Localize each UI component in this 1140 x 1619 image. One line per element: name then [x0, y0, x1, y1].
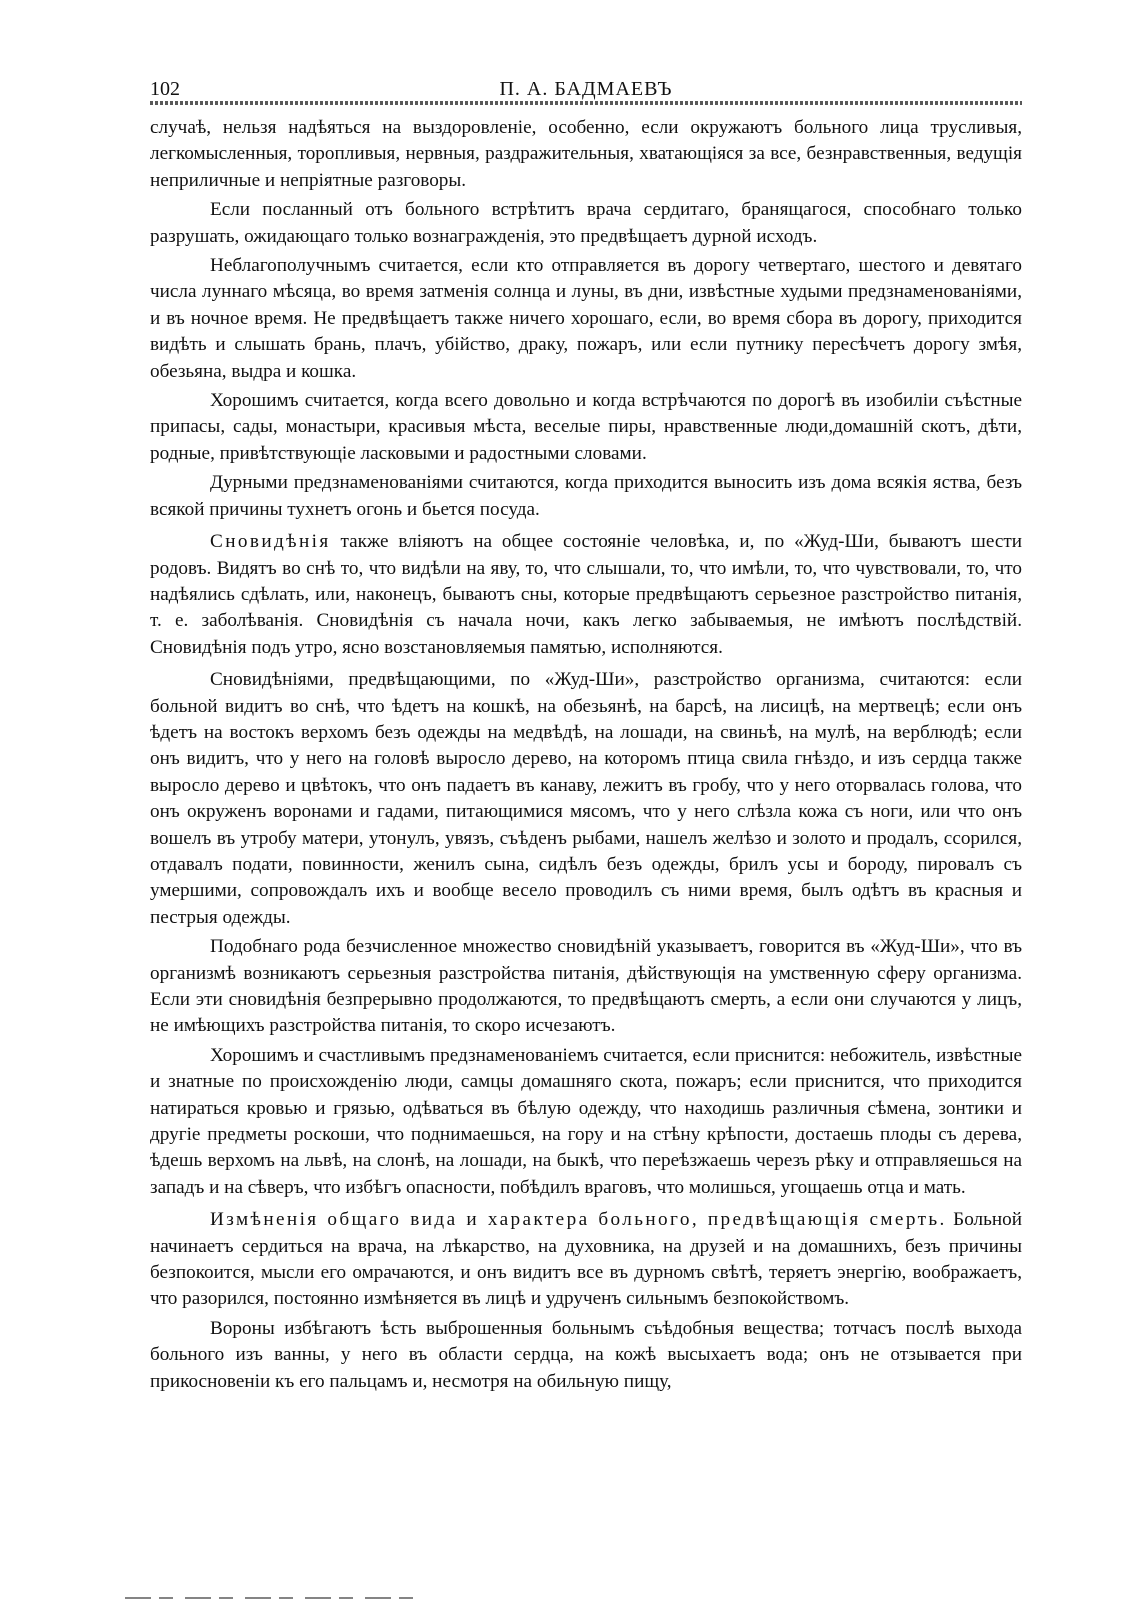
bottom-scan-mark [125, 1597, 425, 1599]
running-title: П. А. БАДМАЕВЪ [499, 77, 673, 100]
paragraph-changes-text: Больной начинаетъ сердиться на врача, на лѣкарство, на духовника, на друзей и на домашнихъ, безъ причины безпокоится, мысли его омрачаются, и онъ видитъ все въ дурномъ свѣтѣ, теряетъ энергію, воображаетъ, что разорился, постоянно измѣняется въ лицѣ и удрученъ сильнымъ безпокойствомъ. [150, 1209, 1022, 1310]
paragraph: Дурными предзнаменованіями считаются, когда приходится выносить изъ дома всякія яства, безъ всякой причины тухнетъ огонь и бьется посуда. [150, 472, 1022, 520]
paragraph: Сновидѣніями, предвѣщающими, по «Жуд-Ши», разстройство организма, считаются: если больной видитъ во снѣ, что ѣдетъ на кошкѣ, на обезьянѣ, на барсѣ, на лисицѣ, на мертвецѣ; если онъ ѣдетъ на востокъ верхомъ безъ одежды на медвѣдѣ, на лошади, на свиньѣ, на мулѣ, на верблюдѣ; если онъ видитъ, что у него на головѣ выросло дерево, на которомъ птица свила гнѣздо, и изъ сердца также выросло дерево и цвѣтокъ, что онъ падаетъ въ канаву, лежитъ въ гробу, что у него оторвалась голова, что онъ окруженъ воронами и гадами, питающимися мясомъ, что у него слѣзла кожа съ ноги, или что онъ вошелъ въ утробу матери, утонулъ, увязъ, съѣденъ рыбами, нашелъ желѣзо и золото и продалъ, ссорился, отдавалъ подати, повинности, женилъ сына, сидѣлъ безъ одежды, брилъ усы и бороду, пировалъ съ умершими, сопровождалъ ихъ и вообще весело проводилъ съ ними время, былъ одѣтъ въ красныя и пестрыя одежды. [150, 669, 1022, 928]
paragraph: Хорошимъ и счастливымъ предзнаменованіемъ считается, если приснится: небожитель, извѣстные и знатные по происхожденію люди, самцы домашняго скота, пожаръ; если приснится, что приходится натираться кровью и грязью, одѣваться въ бѣлую одежду, что находишь различныя сѣмена, зонтики и другіе предметы роскоши, что поднимаешься, на гору и на стѣну крѣпости, достаешь плоды съ дерева, ѣдешь верхомъ на львѣ, на слонѣ, на лошади, на быкѣ, что переѣзжаешь черезъ рѣку и отправляешься на западъ и на сѣверъ, что избѣгъ опасности, побѣдилъ враговъ, что молишься, угощаешь отца и мать. [150, 1044, 1022, 1198]
paragraph: Неблагополучнымъ считается, если кто отправляется въ дорогу четвертаго, шестого и девятаго числа луннаго мѣсяца, во время затменія солнца и луны, въ дни, извѣстные худыми предзнаменованіями, и въ ночное время. Не предвѣщаетъ также ничего хорошаго, если, во время сбора въ дорогу, приходится видѣть и слышать брань, плачъ, убійство, драку, пожаръ, или если путнику пересѣчетъ дорогу змѣя, обезьяна, выдра и кошка. [150, 255, 1022, 382]
paragraph: Подобнаго рода безчисленное множество сновидѣній указываетъ, говорится въ «Жуд-Ши», что въ организмѣ возникаютъ серьезныя разстройства питанія, дѣйствующія на умственную сферу организма. Если эти сновидѣнія безпрерывно продолжаются, то предвѣщаютъ смерть, а если они случаются у лицъ, не имѣющихъ разстройства питанія, то скоро исчезаютъ. [150, 936, 1022, 1037]
header-rule [150, 101, 1022, 105]
paragraph: Вороны избѣгаютъ ѣсть выброшенныя больнымъ съѣдобныя вещества; тотчасъ послѣ выхода больного изъ ванны, у него въ области сердца, на кожѣ высыхаетъ вода; онъ не отзывается при прикосновеніи къ его пальцамъ и, несмотря на обильную пищу, [150, 1317, 1022, 1392]
paragraph-dreams [150, 529, 1022, 661]
paragraph: Хорошимъ считается, когда всего довольно и когда встрѣчаются по дорогѣ въ изобиліи съѣстные припасы, сады, монастыри, красивыя мѣста, веселые пиры, нравственные люди,домашній скотъ, дѣти, родные, привѣтствующіе ласковыми и радостными словами. [150, 390, 1022, 464]
page-header [150, 74, 1022, 104]
paragraph-dreams-text: также вліяютъ на общее состояніе человѣка, и, по «Жуд-Ши, бываютъ шести родовъ. Видятъ во снѣ то, что видѣли на яву, то, что слышали, то, что имѣли, то, что чувствовали, то, что надѣялись сдѣлать, или, наконецъ, бываютъ сны, которые предвѣщаютъ серьезное разстройство питанія, т. е. заболѣванія. Сновидѣнія съ начала ночи, какъ легко забываемыя, не имѣютъ послѣдствій. Сновидѣнія подъ утро, ясно возстановляемыя памятью, исполняются. [150, 531, 1023, 658]
spaced-term-dreams: Сновидѣнія [210, 531, 331, 553]
spaced-term-changes: Измѣненія общаго вида и характера больного, предвѣщающія смерть. [210, 1209, 947, 1231]
paragraph: случаѣ, нельзя надѣяться на выздоровленіе, особенно, если окружаютъ больного лица трусливыя, легкомысленныя, торопливыя, нервныя, раздражительныя, хватающіяся за все, безнравственныя, ведущія неприличные и непріятные разговоры. [150, 117, 1022, 191]
paragraph-changes [150, 1207, 1022, 1313]
body-text [150, 115, 1022, 1398]
paragraph: Если посланный отъ больного встрѣтитъ врача сердитаго, бранящагося, способнаго только разрушать, ожидающаго только вознагражденія, это предвѣщаетъ дурной исходъ. [150, 199, 1022, 247]
page-number: 102 [150, 77, 180, 100]
